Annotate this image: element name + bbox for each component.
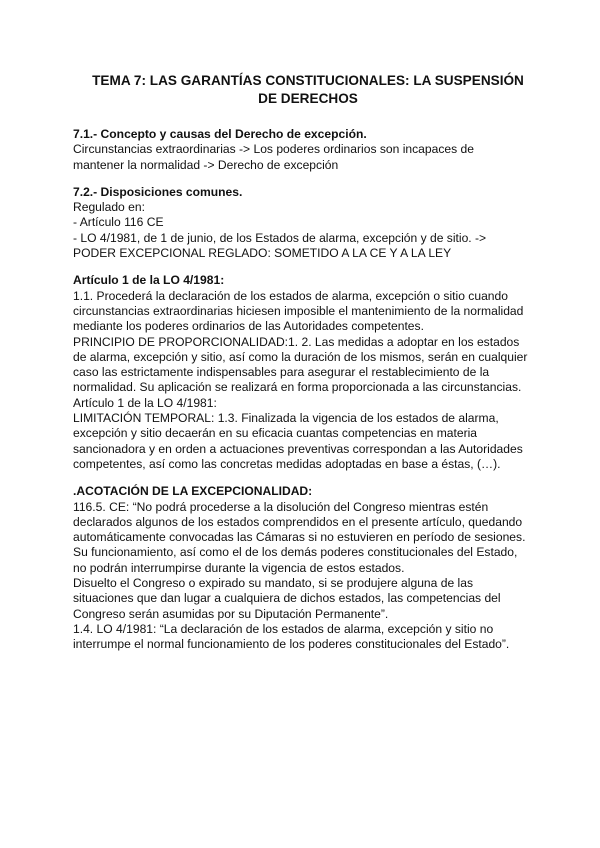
text-line: de alarma, excepción y sitio, así como la duración de los mismos, serán en cualquier — [73, 349, 528, 364]
text-line: Circunstancias extraordinarias -> Los poderes ordinarios son incapaces de — [73, 142, 474, 157]
text-line: Artículo 1 de la LO 4/1981: — [73, 395, 217, 410]
text-line: - Artículo 116 CE — [73, 215, 164, 230]
text-line: sancionadora y en orden a actuaciones preventivas correspondan a las Autoridades — [73, 441, 523, 456]
section-heading: Artículo 1 de la LO 4/1981: — [73, 273, 225, 288]
text-line: PRINCIPIO DE PROPORCIONALIDAD:1. 2. Las medidas a adoptar en los estados — [73, 334, 520, 349]
text-line: 1.1. Procederá la declaración de los estados de alarma, excepción o sitio cuando — [73, 288, 508, 303]
text-line: declarados algunos de los estados comprendidos en el presente artículo, quedando — [73, 514, 523, 529]
text-line: competentes, así como las concretas medidas adoptadas en base a éstas, (…). — [73, 456, 501, 471]
title-line-1: TEMA 7: LAS GARANTÍAS CONSTITUCIONALES: LA SUSPENSIÓN — [92, 73, 524, 88]
text-line: circunstancias extraordinarias hiciesen imposible el mantenimiento de la normalidad — [73, 303, 524, 318]
text-line: interrumpe el normal funcionamiento de los poderes constitucionales del Estado”. — [73, 637, 510, 652]
section-heading: 7.2.- Disposiciones comunes. — [73, 184, 243, 199]
text-line: Regulado en: — [73, 200, 145, 215]
section — [73, 484, 543, 652]
text-line: automáticamente convocadas las Cámaras si no estuvieren en período de sesiones. — [73, 530, 526, 545]
text-line: caso las estrictamente indispensables para asegurar el restablecimiento de la — [73, 365, 490, 380]
text-line: mantener la normalidad -> Derecho de excepción — [73, 157, 339, 172]
text-line: excepción y sitio decaerán en su eficacia cuantas competencias en materia — [73, 426, 478, 441]
text-line: Disuelto el Congreso o expirado su mandato, si se produjere alguna de las — [73, 576, 474, 591]
section — [73, 273, 543, 472]
title-line-2: DE DERECHOS — [258, 91, 358, 106]
text-line: - LO 4/1981, de 1 de junio, de los Estados de alarma, excepción y de sitio. -> — [73, 230, 487, 245]
text-line: PODER EXCEPCIONAL REGLADO: SOMETIDO A LA CE Y A LA LEY — [73, 246, 452, 261]
section — [73, 127, 543, 173]
text-line: Su funcionamiento, así como el de los demás poderes constitucionales del Estado, — [73, 545, 518, 560]
document-body — [73, 127, 543, 653]
text-line: no podrán interrumpirse durante la vigencia de estos estados. — [73, 560, 405, 575]
text-line: Congreso serán asumidas por su Diputación Permanente”. — [73, 606, 389, 621]
text-line: situaciones que dan lugar a cualquiera de dichos estados, las competencias del — [73, 591, 501, 606]
section-heading: .ACOTACIÓN DE LA EXCEPCIONALIDAD: — [73, 484, 313, 499]
text-line: LIMITACIÓN TEMPORAL: 1.3. Finalizada la vigencia de los estados de alarma, — [73, 411, 499, 426]
text-line: normalidad. Su aplicación se realizará en forma proporcionada a las circunstancias. — [73, 380, 522, 395]
text-line: 116.5. CE: “No podrá procederse a la disolución del Congreso mientras estén — [73, 499, 489, 514]
section — [73, 185, 543, 261]
text-line: mediante los poderes ordinarios de las Autoridades competentes. — [73, 319, 424, 334]
text-line: 1.4. LO 4/1981: “La declaración de los estados de alarma, excepción y sitio no — [73, 621, 494, 636]
page-title — [73, 72, 543, 108]
section-heading: 7.1.- Concepto y causas del Derecho de excepción. — [73, 127, 367, 141]
document-page — [73, 72, 543, 665]
